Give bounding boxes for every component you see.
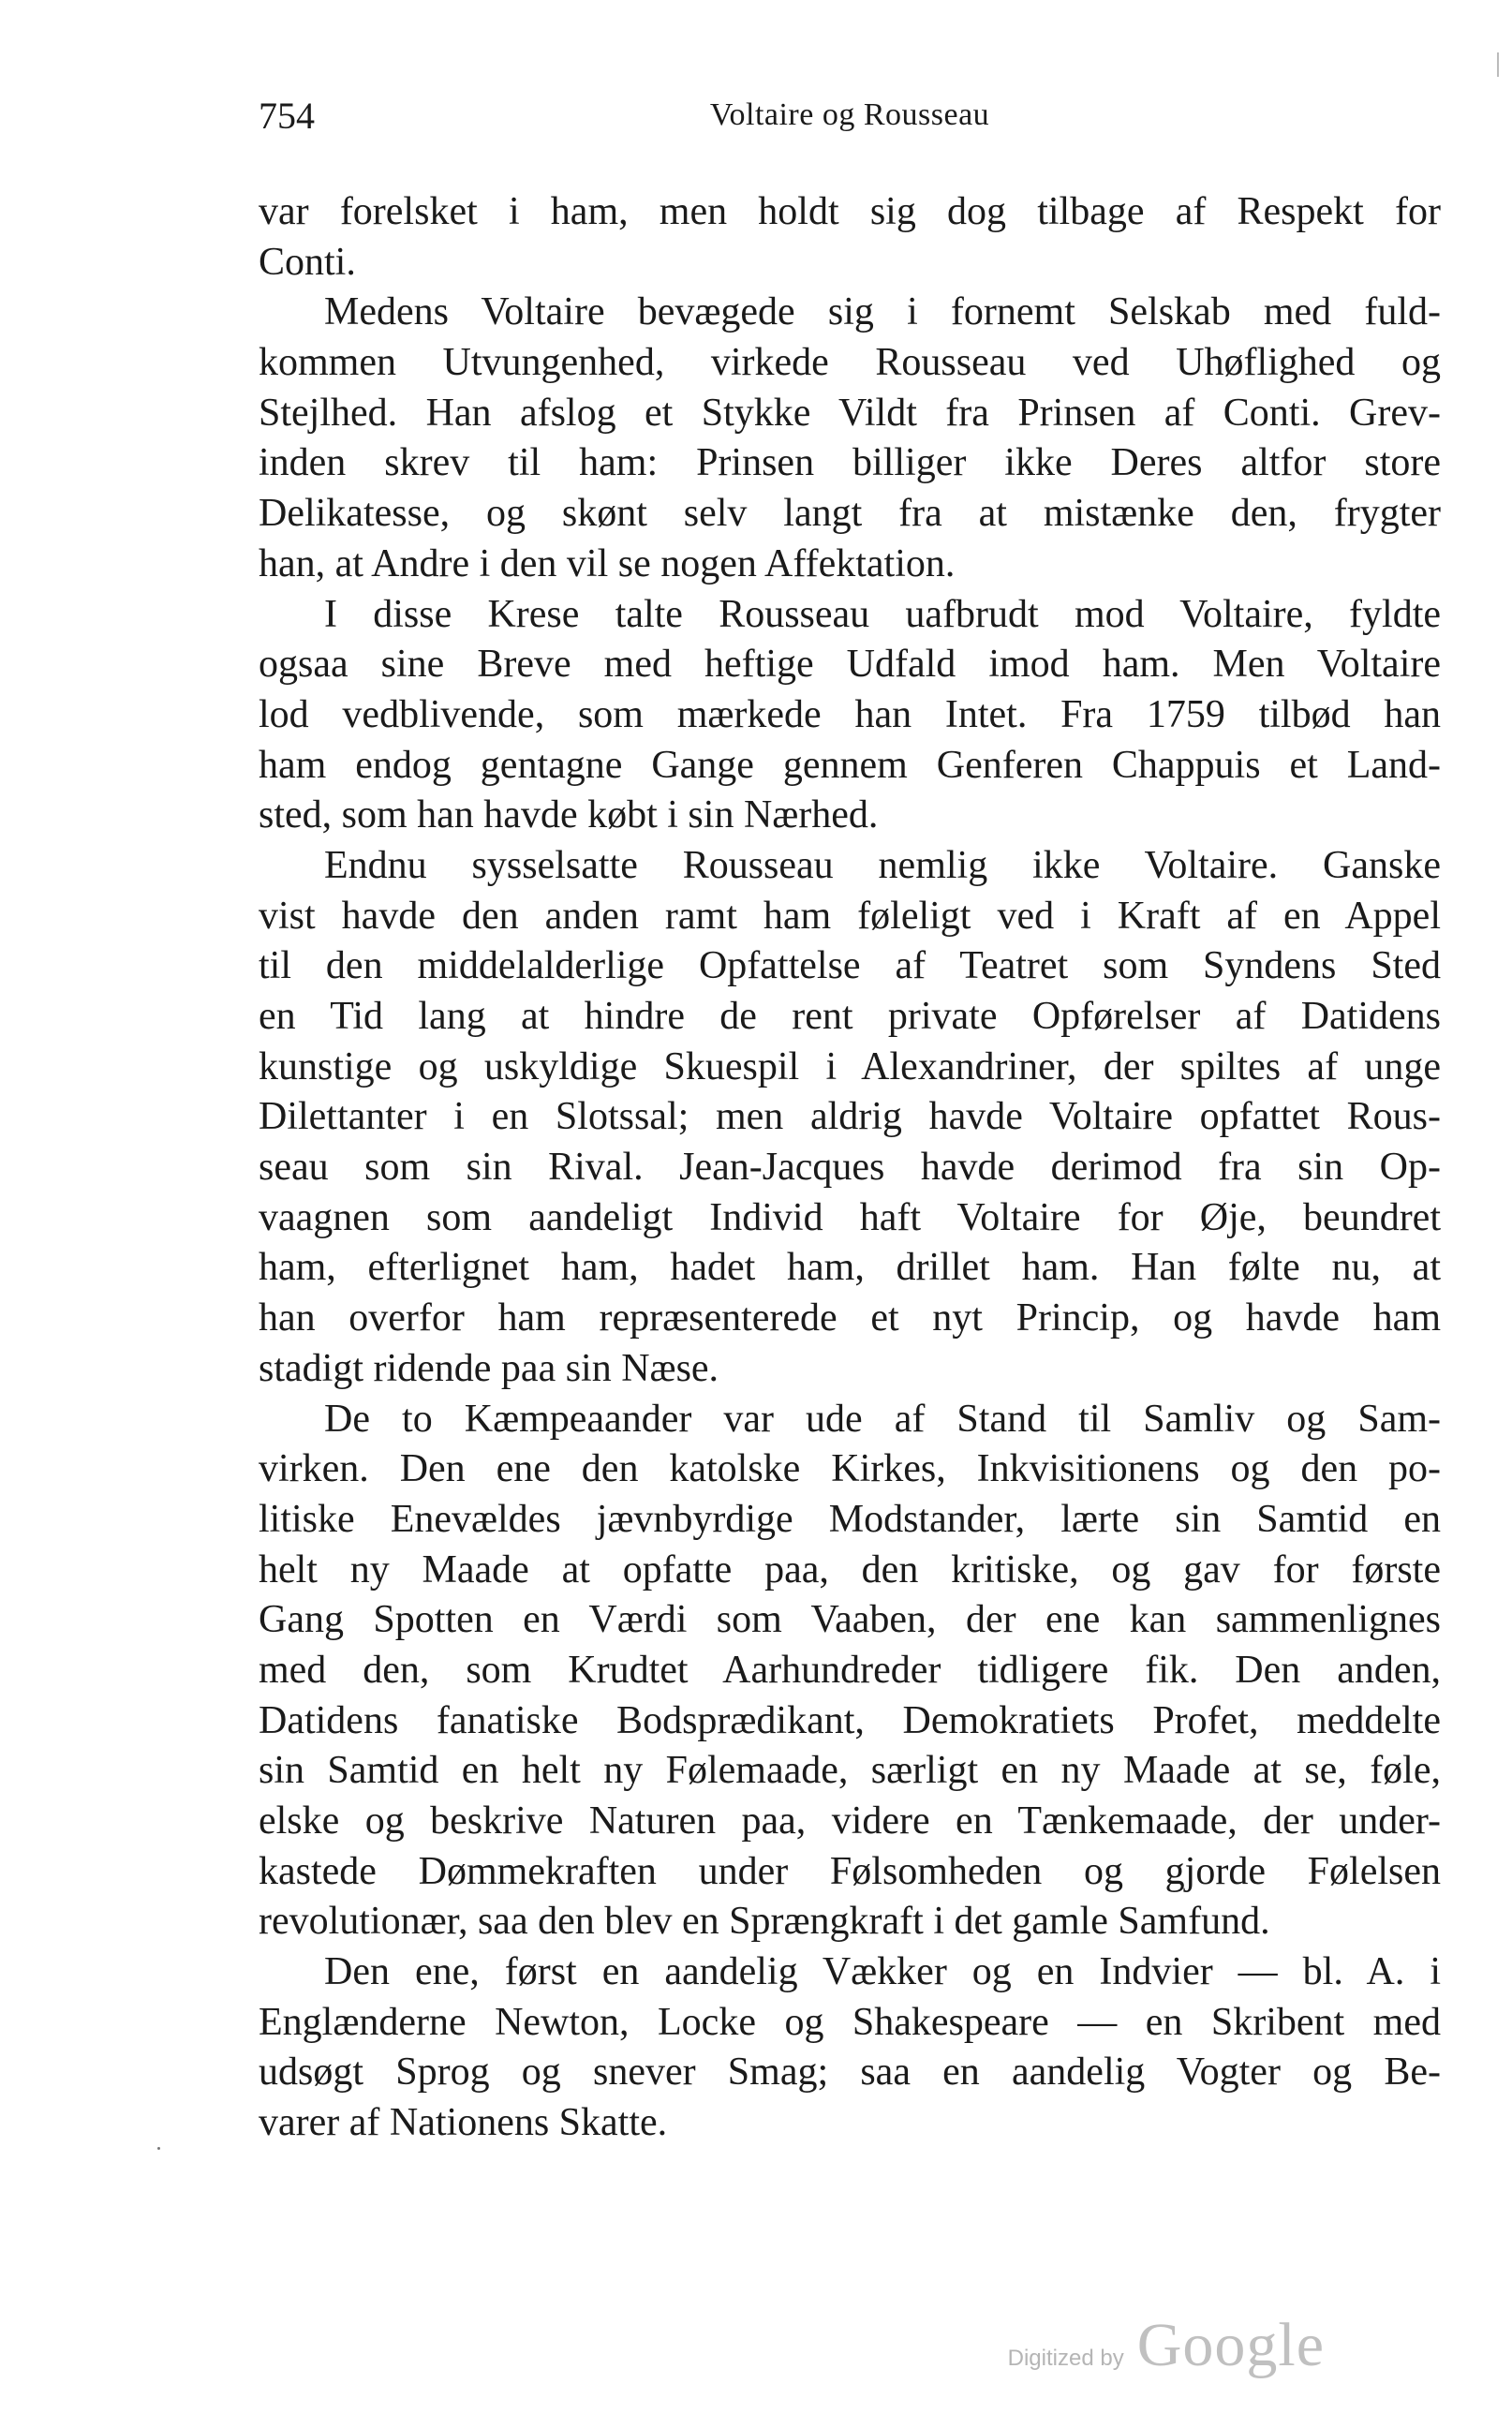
text-line: elske og beskrive Naturen paa, videre en Tænkemaade, der under- (259, 1799, 1441, 1843)
text-line: vist havde den anden ramt ham føleligt ved i Kraft af en Appel (259, 894, 1441, 938)
page-header (259, 94, 1441, 150)
google-logo: Google (1136, 2311, 1325, 2379)
text-line: var forelsket i ham, men holdt sig dog tilbage af Respekt for (259, 190, 1441, 233)
text-line: Gang Spotten en Værdi som Vaaben, der ene kan sammenlignes (259, 1598, 1441, 1642)
text-line: kunstige og uskyldige Skuespil i Alexandriner, der spiltes af unge (259, 1044, 1441, 1088)
text-line: han, at Andre i den vil se nogen Affektation. (259, 541, 956, 585)
text-line: Dilettanter i en Slotssal; men aldrig havde Voltaire opfattet Rous- (259, 1095, 1441, 1139)
text-line: Datidens fanatiske Bodsprædikant, Demokratiets Profet, meddelte (259, 1698, 1441, 1742)
text-line: helt ny Maade at opfatte paa, den kritiske, og gav for første (259, 1547, 1441, 1592)
text-line: Englænderne Newton, Locke og Shakespeare — en Skribent med (259, 2000, 1441, 2044)
text-line: kastede Dømmekraften under Følsomheden og gjorde Følelsen (259, 1849, 1441, 1893)
text-line: han overfor ham repræsenterede et nyt Princip, og havde ham (259, 1296, 1441, 1340)
text-line: revolutionær, saa den blev en Sprængkraft i det gamle Samfund. (259, 1900, 1270, 1944)
running-title: Voltaire og Rousseau (709, 97, 990, 132)
digitized-watermark (1008, 2310, 1325, 2381)
text-line: til den middelalderlige Opfattelse af Teatret som Syndens Sted (259, 944, 1441, 988)
text-line: litiske Enevældes jævnbyrdige Modstander, lærte sin Samtid en (259, 1497, 1441, 1541)
text-line: inden skrev til ham: Prinsen billiger ikke Deres altfor store (259, 441, 1441, 485)
scan-edge-mark (1497, 52, 1499, 77)
text-line: udsøgt Sprog og snever Smag; saa en aandelig Vogter og Be- (259, 2050, 1441, 2095)
text-line: Conti. (259, 240, 356, 284)
body-text (259, 187, 1441, 2149)
text-line: ogsaa sine Breve med heftige Udfald imod ham. Men Voltaire (259, 643, 1441, 687)
text-line: stadigt ridende paa sin Næse. (259, 1346, 719, 1390)
text-line: en Tid lang at hindre de rent private Opførelser af Datidens (259, 995, 1441, 1038)
page-number: 754 (259, 95, 315, 137)
text-line: sted, som han havde købt i sin Nærhed. (259, 793, 879, 837)
text-line: med den, som Krudtet Aarhundreder tidligere fik. Den anden, (259, 1648, 1441, 1692)
text-line: Medens Voltaire bevægede sig i fornemt Selskab med fuld- (324, 290, 1441, 334)
text-line: Stejlhed. Han afslog et Stykke Vildt fra Prinsen af Conti. Grev- (259, 391, 1441, 435)
text-line: ham endog gentagne Gange gennem Genferen Chappuis et Land- (259, 743, 1441, 787)
text-line: Endnu sysselsatte Rousseau nemlig ikke Voltaire. Ganske (324, 843, 1441, 887)
text-line: kommen Utvungenhed, virkede Rousseau ved Uhøflighed og (259, 341, 1441, 385)
watermark-prefix: Digitized by (1007, 2346, 1124, 2371)
text-line: varer af Nationens Skatte. (259, 2101, 668, 2145)
text-line: I disse Krese talte Rousseau uafbrudt mod Voltaire, fyldte (324, 592, 1441, 636)
scan-speck (157, 2147, 160, 2150)
text-line: vaagnen som aandeligt Individ haft Voltaire for Øje, beundret (259, 1195, 1441, 1239)
text-line: lod vedblivende, som mærkede han Intet. Fra 1759 tilbød han (259, 692, 1441, 736)
text-line: ham, efterlignet ham, hadet ham, drillet ham. Han følte nu, at (259, 1246, 1441, 1290)
text-line: seau som sin Rival. Jean-Jacques havde derimod fra sin Op- (259, 1146, 1441, 1190)
text-line: virken. Den ene den katolske Kirkes, Inkvisitionens og den po- (259, 1447, 1441, 1491)
text-line: sin Samtid en helt ny Følemaade, særligt en ny Maade at se, føle, (259, 1749, 1441, 1793)
text-line: Den ene, først en aandelig Vækker og en Indvier — bl. A. i (324, 1950, 1441, 1994)
text-line: Delikatesse, og skønt selv langt fra at mistænke den, frygter (259, 492, 1441, 536)
text-line: De to Kæmpeaander var ude af Stand til Samliv og Sam- (324, 1397, 1441, 1441)
